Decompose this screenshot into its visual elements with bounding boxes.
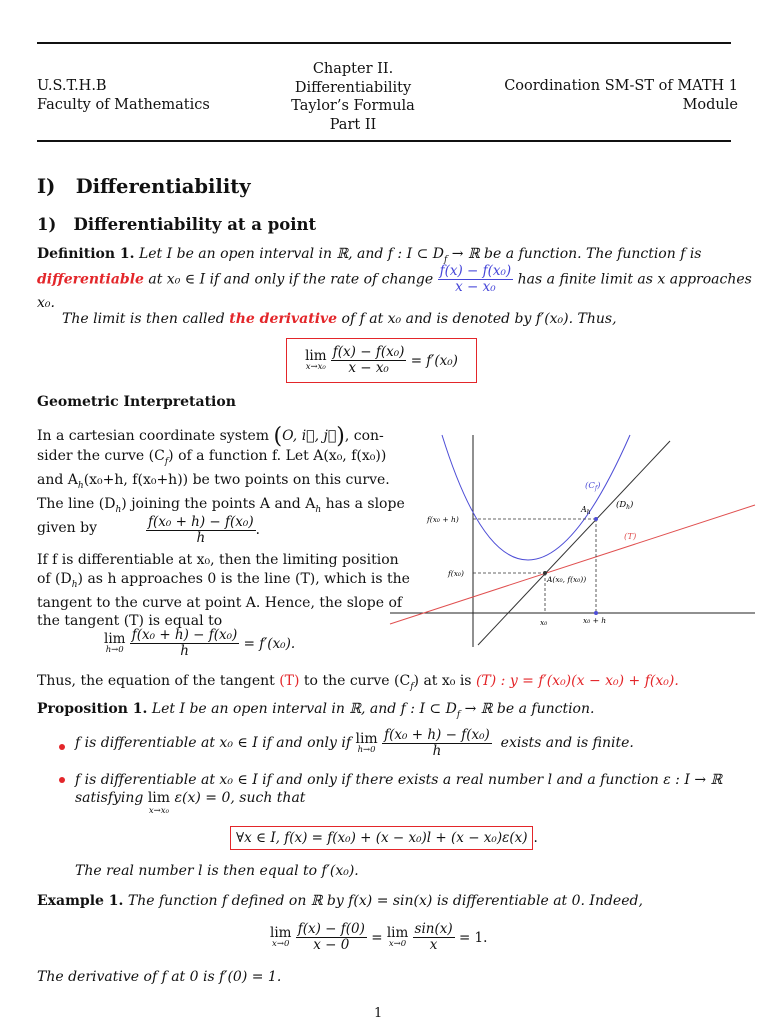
header-center bbox=[258, 60, 448, 134]
subsection-heading bbox=[37, 215, 316, 234]
rate-of-change-fraction: $\frac{\text{f(x) − f(x₀)}}{\text{x − x₀}}$ bbox=[439, 263, 512, 295]
section-heading bbox=[37, 175, 251, 198]
proposition-bullet-2-line2: satisfying lim x→x₀ ε(x) = 0, such that bbox=[75, 790, 306, 816]
definition-line4: The limit is then called the derivative of f at x₀ and is denoted by f′(x₀). Thus, bbox=[62, 311, 617, 327]
secant-line bbox=[478, 441, 670, 645]
subsection-title: Differentiability at a point bbox=[73, 215, 317, 234]
tangent-equation-line: Thus, the equation of the tangent (T) to the curve $(C_f)$ at x₀ is (T) : y = f′(x₀)(x − x₀) + f(x₀). bbox=[37, 673, 679, 692]
proposition-bullet-2-line1: f is differentiable at x₀ ∈ I if and only if there exists a real number l and a function ε : I → ℝ bbox=[75, 772, 723, 788]
section-title: Differentiability bbox=[75, 175, 251, 198]
chapter-title: Differentiability bbox=[294, 79, 412, 96]
label-cf: $(C_f)$ bbox=[585, 481, 601, 492]
definition-line3: x₀. bbox=[37, 295, 55, 311]
chapter-part: Part II bbox=[329, 116, 377, 133]
geometric-figure bbox=[385, 425, 765, 665]
module-label: Module bbox=[682, 96, 738, 113]
definition-label: Definition 1. bbox=[37, 246, 135, 262]
label-dh: $(D_h)$ bbox=[616, 500, 634, 511]
point-x0h bbox=[594, 611, 598, 615]
proposition-conclusion: The real number l is then equal to f′(x₀). bbox=[75, 863, 359, 879]
tangent-equation: (T) : y = f′(x₀)(x − x₀) + f(x₀). bbox=[475, 673, 679, 689]
slope-fraction: $\frac{\text{f(x₀ + h) − f(x₀)}}{h}$ . bbox=[148, 514, 260, 546]
label-x0: x₀ bbox=[540, 618, 548, 627]
proposition-boxed-formula: ∀x ∈ I, f(x) = f(x₀) + (x − x₀)l + (x − x₀)ε(x) . bbox=[230, 826, 538, 850]
header-rule bbox=[37, 140, 731, 142]
header-right bbox=[504, 77, 738, 114]
page-number: 1 bbox=[374, 1006, 383, 1021]
proposition-bullet-1: f is differentiable at x₀ ∈ I if and only if lim h→0 $\frac{\text{f(x₀ + h) − f(x₀)}}{h}$ exists and is finite. bbox=[75, 727, 634, 759]
label-a: A(x₀, f(x₀)) bbox=[547, 575, 587, 584]
chapter-label: Chapter II. bbox=[312, 61, 394, 77]
keyword-differentiable: differentiable bbox=[37, 271, 144, 288]
derivative-definition-formula: lim x→x₀ $\frac{\text{f(x) − f(x₀)}}{\text{x − x₀}}$ = f′(x₀) bbox=[286, 338, 477, 383]
geometric-paragraph: In a cartesian coordinate system (O, i⃗, j⃗), con- sider the curve $(C_f)$ of a function f. Let A(x₀, f(x₀)) and $A_h(x_0+h$, f(x₀+h)) be two points on this curve. The line $(D_h)$ joining the points A and $A_h$ has a slope given by bbox=[37, 424, 405, 537]
definition-line2: differentiable at x₀ ∈ I if and only if the rate of change $\frac{\text{f(x) − f(x₀)}}{\text{x − x₀}}$ has a finite limit as x approaches bbox=[37, 263, 752, 295]
label-x0h: x₀ + h bbox=[583, 616, 607, 625]
subsection-number: 1) bbox=[37, 215, 57, 234]
header-left bbox=[37, 77, 210, 114]
university-name: U.S.T.H.B bbox=[37, 78, 107, 94]
curve-cf bbox=[442, 435, 630, 560]
faculty-name: Faculty of Mathematics bbox=[37, 96, 210, 113]
chapter-subtitle: Taylor’s Formula bbox=[291, 98, 415, 114]
label-fx0: f(x₀) bbox=[448, 569, 464, 578]
tangent-slope-formula: lim h→0 $\frac{\text{f(x₀ + h) − f(x₀)}}{h}$ = f′(x₀). bbox=[104, 627, 296, 659]
coordinate-system: O, i⃗, j⃗ bbox=[282, 428, 337, 444]
example-conclusion: The derivative of f at 0 is f′(0) = 1. bbox=[37, 969, 282, 985]
geometric-paragraph-2: If f is differentiable at x₀, then the limiting position of $(D_h)$ as h approaches 0 is the line (T), which is the tangent to the curve at point A. Hence, the slope of the tangent (T) is equal to bbox=[37, 552, 410, 630]
proposition-label: Proposition 1. bbox=[37, 701, 148, 717]
label-fx0h: f(x₀ + h) bbox=[427, 515, 459, 524]
bullet-1 bbox=[59, 744, 65, 750]
geometric-heading: Geometric Interpretation bbox=[37, 394, 236, 410]
top-rule bbox=[37, 42, 731, 44]
definition-line1: Definition 1. Let I be an open interval in ℝ, and f : I ⊂ $D_f$ → ℝ be a function. The function f is bbox=[37, 246, 702, 265]
coordination-label: Coordination SM-ST of MATH 1 bbox=[504, 78, 738, 94]
label-t: (T) bbox=[624, 532, 637, 542]
keyword-derivative: the derivative bbox=[229, 311, 338, 327]
point-ah bbox=[594, 517, 598, 521]
example-label: Example 1. bbox=[37, 893, 124, 909]
example-formula: lim x→0 $\frac{f(x) - f(0)}{x - 0}$ = lim x→0 $\frac{\sin(x)}{x}$ = 1. bbox=[270, 921, 488, 953]
section-number: I) bbox=[37, 175, 56, 198]
label-ah: $A_h$ bbox=[581, 505, 591, 516]
example-line: Example 1. The function f defined on ℝ by f(x) = sin(x) is differentiable at 0. Indeed, bbox=[37, 893, 643, 909]
bullet-2 bbox=[59, 777, 65, 783]
proposition-line: Proposition 1. Let I be an open interval in ℝ, and f : I ⊂ $D_f$ → ℝ be a function. bbox=[37, 701, 595, 720]
